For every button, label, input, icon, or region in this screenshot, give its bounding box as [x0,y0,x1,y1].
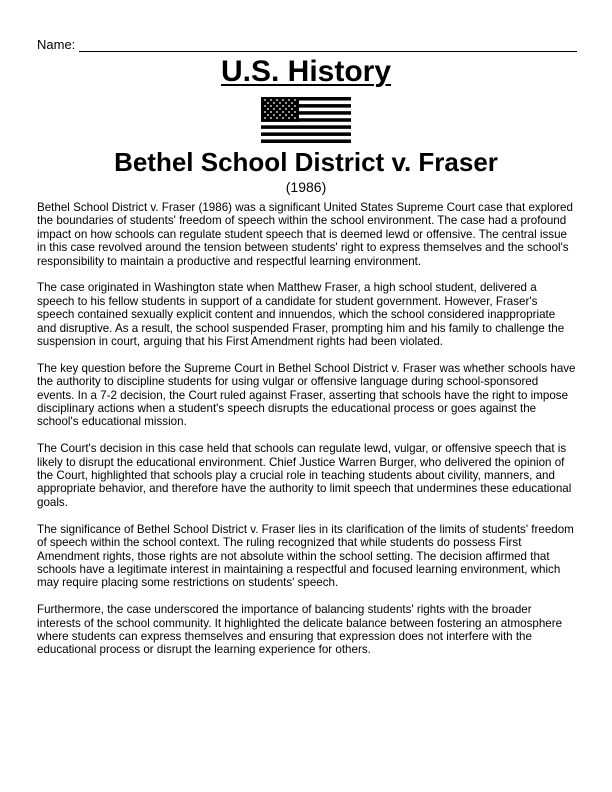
paragraph-furthermore: Furthermore, the case underscored the importance of balancing students' rights with the broader interests of the school community. It highlighted the delicate balance between fostering an atmosphere where students can express themselves and ensuring that expression does not interfere with the educational process or disrupt the learning experience for others. [37,603,563,657]
name-row [37,36,577,52]
paragraph-intro: Bethel School District v. Fraser (1986) was a significant United States Supreme Court case that explored the boundaries of students' freedom of speech within the school environment. The case had a profound impact on how schools can regulate student speech that is deemed lewd or offensive. The central issue in this case revolved around the tension between students' right to express themselves and the school's responsibility to maintain a productive and respectful learning environment. [37,201,573,268]
name-blank-line[interactable] [79,39,577,52]
course-title: U.S. History [220,55,392,88]
article-body [37,201,577,670]
paragraph-key-question: The key question before the Supreme Court in Bethel School District v. Fraser was whether schools have the authority to discipline students for using vulgar or offensive language during school-sponsored events. In a 7-2 decision, the Court ruled against Fraser, asserting that schools have the right to impose disciplinary actions when a student's speech disrupts the educational process or goes against the school's educational mission. [37,361,576,429]
case-title: Bethel School District v. Fraser [114,147,498,177]
paragraph-origin: The case originated in Washington state when Matthew Fraser, a high school student, delivered a speech to his fellow students in support of a candidate for student government. However, Fraser's speech contained sexually explicit content and innuendos, which the school considered inappropriate and disruptive. As a result, the school suspended Fraser, prompting him and his family to challenge the suspension in court, arguing that his First Amendment rights had been violated. [37,281,565,349]
paragraph-significance: The significance of Bethel School District v. Fraser lies in its clarification of the limits of students' freedom of speech within the school context. The ruling recognized that while students do possess First Amendment rights, those rights are not absolute within the school setting. The decision affirmed that schools have a legitimate interest in maintaining a respectful and focused learning environment, which may require placing some restrictions on students' speech. [37,522,574,590]
case-year: (1986) [285,179,327,195]
us-flag-icon [261,97,351,143]
paragraph-decision: The Court's decision in this case held that schools can regulate lewd, vulgar, or offensive speech that is likely to disrupt the educational environment. Chief Justice Warren Burger, who delivered the opinion of the Court, highlighted that schools play a crucial role in teaching students about civility, manners, and appropriate behavior, and therefore have the authority to limit speech that undermines these educational goals. [37,442,572,509]
name-label: Name: [37,37,76,52]
